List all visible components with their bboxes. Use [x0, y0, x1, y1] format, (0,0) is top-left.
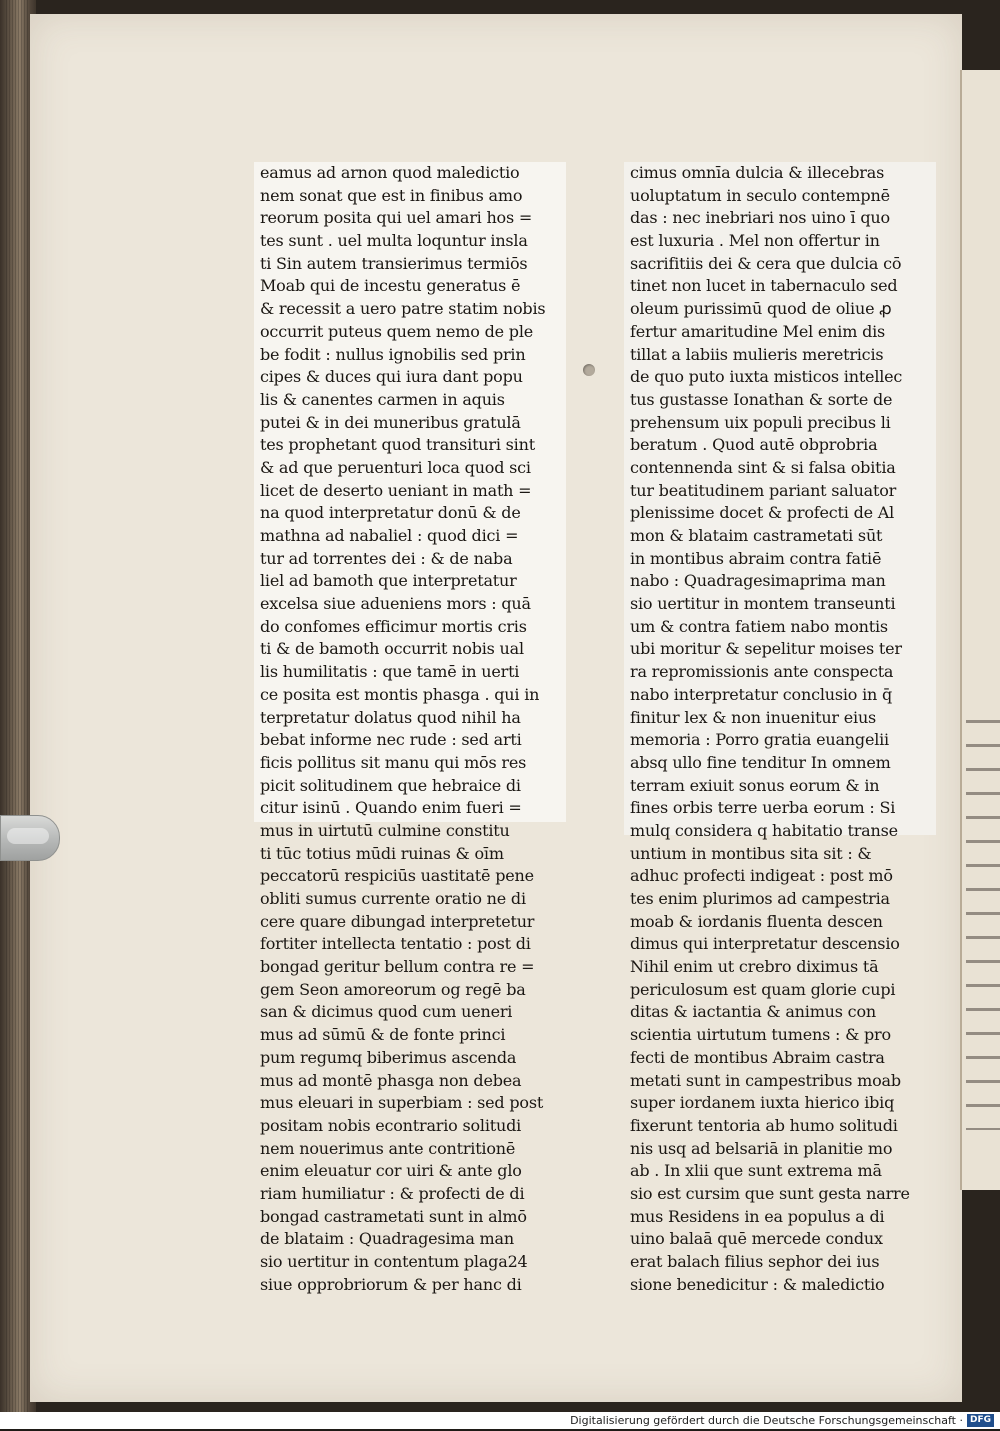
- left-column-line: mus eleuari in superbiam : sed post: [260, 1093, 544, 1113]
- right-column-line: super iordanem iuxta hierico ibiq: [630, 1093, 895, 1113]
- left-column-line: gem Seon amoreorum og regē ba: [260, 979, 526, 999]
- left-column-line: fortiter intellecta tentatio : post di: [260, 934, 531, 954]
- right-column-line: ra repromissionis ante conspecta: [630, 662, 894, 682]
- left-column-line: mus ad montē phasga non debea: [260, 1070, 522, 1090]
- left-text-column: [254, 162, 566, 1294]
- left-column-line: eamus ad arnon quod maledictio: [260, 163, 520, 182]
- right-column-line: fertur amaritudine Mel enim dis: [630, 321, 886, 341]
- left-column-line: nem sonat que est in finibus amo: [260, 185, 523, 205]
- right-column-line: oleum purissimū quod de oliue ꝓ: [630, 299, 892, 319]
- right-column-line: uino balaā quē mercede condux: [630, 1229, 883, 1249]
- left-column-line: excelsa siue adueniens mors : quā: [260, 594, 531, 614]
- right-column-line: sio uertitur in montem transeunti: [630, 594, 896, 614]
- left-column-line: lis humilitatis : que tamē in uerti: [260, 662, 520, 682]
- right-column-line: finitur lex & non inuenitur eius: [630, 707, 877, 727]
- left-column-line: Moab qui de incestu generatus ē: [260, 276, 521, 296]
- left-column-line: picit solitudinem que hebraice di: [260, 775, 521, 795]
- left-column-line: ti & de bamoth occurrit nobis ual: [260, 639, 524, 659]
- left-column-line: positam nobis econtrario solitudi: [260, 1115, 522, 1135]
- right-column-line: moab & iordanis fluenta descen: [630, 911, 883, 931]
- right-column-line: est luxuria . Mel non offertur in: [630, 231, 880, 251]
- next-page-text-fragment: [966, 710, 1000, 1130]
- left-column-line: mathna ad nabaliel : quod dici =: [260, 526, 519, 545]
- right-column-line: dimus qui interpretatur descensio: [630, 934, 900, 954]
- left-column-line: sio uertitur in contentum plaga24: [260, 1252, 528, 1271]
- right-column-line: scientia uirtutum tumens : & pro: [630, 1025, 891, 1045]
- left-column-line: bongad castrametati sunt in almō: [260, 1206, 527, 1226]
- right-column-line: fecti de montibus Abraim castra: [630, 1047, 885, 1067]
- right-column-line: plenissime docet & profecti de Al: [630, 503, 895, 523]
- paper-hole: [583, 364, 595, 376]
- left-column-line: citur isinū . Quando enim fueri =: [260, 798, 522, 818]
- left-column-line: bebat informe nec rude : sed arti: [260, 730, 522, 750]
- left-column-line: cipes & duces qui iura dant popu: [260, 367, 523, 387]
- left-column-line: tes prophetant quod transituri sint: [260, 435, 535, 455]
- right-column-line: memoria : Porro gratia euangelii: [630, 730, 889, 750]
- right-column-line: nis usq ad belsariā in planitie mo: [630, 1138, 893, 1158]
- left-column-line: siue opprobriorum & per hanc di: [260, 1274, 522, 1294]
- left-column-line: ficis pollitus sit manu qui mōs res: [260, 752, 527, 772]
- digitization-footer: [0, 1412, 1000, 1429]
- left-column-line: peccatorū respiciūs uastitatē pene: [260, 866, 534, 886]
- right-column-line: sacrifitiis dei & cera que dulcia cō: [630, 253, 902, 273]
- left-column-line: reorum posita qui uel amari hos =: [260, 208, 533, 228]
- left-column-line: & recessit a uero patre statim nobis: [260, 299, 546, 319]
- right-column-line: ubi moritur & sepelitur moises ter: [630, 639, 902, 659]
- right-column-line: terram exiuit sonus eorum & in: [630, 775, 880, 795]
- right-column-line: cimus omnīa dulcia & illecebras: [630, 163, 885, 182]
- left-column-line: enim eleuatur cor uiri & ante glo: [260, 1161, 522, 1181]
- right-column-line: tinet non lucet in tabernaculo sed: [630, 276, 898, 296]
- left-column-line: terpretatur dolatus quod nihil ha: [260, 707, 521, 727]
- right-column-line: sione benedicitur : & maledictio: [630, 1274, 885, 1294]
- right-column-line: tur beatitudinem pariant saluator: [630, 480, 897, 500]
- right-column-line: in montibus abraim contra fatiē: [630, 548, 882, 568]
- left-column-line: tes sunt . uel multa loquntur insla: [260, 231, 528, 251]
- right-text-column: [624, 162, 936, 1294]
- right-column-line: adhuc profecti indigeat : post mō: [630, 866, 893, 886]
- left-column-line: putei & in dei muneribus gratulā: [260, 412, 521, 432]
- right-column-line: fixerunt tentoria ab humo solitudi: [630, 1115, 898, 1135]
- right-column-line: metati sunt in campestribus moab: [630, 1070, 901, 1090]
- right-column-line: de quo puto iuxta misticos intellec: [630, 367, 903, 387]
- left-column-line: ti tūc totius mūdi ruinas & oīm: [260, 843, 504, 863]
- left-column-line: ce posita est montis phasga . qui in: [260, 684, 540, 704]
- right-column-line: prehensum uix populi precibus li: [630, 412, 891, 432]
- left-column-line: riam humiliatur : & profecti de di: [260, 1183, 525, 1203]
- right-column-line: mulq considera q habitatio transe: [630, 820, 898, 840]
- left-column-line: ti Sin autem transierimus termiōs: [260, 253, 528, 273]
- right-column-line: das : nec inebriari nos uino ī quo: [630, 208, 890, 228]
- right-column-line: um & contra fatiem nabo montis: [630, 616, 888, 636]
- next-page-edge: [960, 70, 1000, 1190]
- left-column-line: & ad que peruenturi loca quod sci: [260, 457, 531, 477]
- right-column-line: absq ullo fine tenditur In omnem: [630, 752, 891, 772]
- left-column-line: nem nouerimus ante contritionē: [260, 1138, 516, 1158]
- right-column-line: tus gustasse Ionathan & sorte de: [630, 389, 893, 409]
- left-column-line: obliti sumus currente oratio ne di: [260, 889, 526, 908]
- right-column-line: nabo : Quadragesimaprima man: [630, 571, 886, 591]
- right-column-line: tillat a labiis mulieris meretricis: [630, 344, 884, 364]
- right-column-line: beratum . Quod autē obprobria: [630, 435, 878, 455]
- left-column-line: na quod interpretatur donū & de: [260, 503, 521, 523]
- left-column-line: be fodit : nullus ignobilis sed prin: [260, 344, 526, 364]
- left-column-line: lis & canentes carmen in aquis: [260, 389, 505, 409]
- left-column-line: de blataim : Quadragesima man: [260, 1229, 514, 1249]
- left-column-line: bongad geritur bellum contra re =: [260, 957, 535, 977]
- left-column-line: tur ad torrentes dei : & de naba: [260, 548, 513, 568]
- left-column-line: mus ad sūmū & de fonte princi: [260, 1025, 506, 1045]
- footer-credit: Digitalisierung gefördert durch die Deutsche Forschungsgemeinschaft ·: [570, 1414, 963, 1427]
- dfg-logo: DFG: [967, 1414, 994, 1427]
- right-column-line: sio est cursim que sunt gesta narre: [630, 1183, 910, 1203]
- page-clip: [0, 815, 60, 861]
- right-column-line: nabo interpretatur conclusio in q̄: [630, 684, 893, 704]
- left-column-line: licet de deserto ueniant in math =: [260, 480, 532, 500]
- right-column-line: uoluptatum in seculo contempnē: [630, 185, 890, 205]
- right-column-line: ab . In xlii que sunt extrema mā: [630, 1161, 882, 1181]
- right-column-line: contennenda sint & si falsa obitia: [630, 457, 896, 477]
- left-column-line: mus in uirtutū culmine constitu: [260, 820, 510, 840]
- right-column-line: Nihil enim ut crebro diximus tā: [630, 957, 879, 977]
- left-column-line: cere quare dibungad interpretetur: [260, 911, 535, 931]
- right-column-line: mus Residens in ea populus a di: [630, 1206, 885, 1226]
- left-column-line: pum regumq biberimus ascenda: [260, 1047, 517, 1067]
- left-column-line: do confomes efficimur mortis cris: [260, 616, 527, 636]
- left-column-line: liel ad bamoth que interpretatur: [260, 571, 517, 591]
- right-column-line: periculosum est quam glorie cupi: [630, 979, 896, 999]
- left-column-line: occurrit puteus quem nemo de ple: [260, 321, 533, 341]
- right-column-line: erat balach filius sephor dei ius: [630, 1252, 880, 1271]
- right-column-line: untium in montibus sita sit : &: [630, 843, 872, 863]
- left-column-line: san & dicimus quod cum ueneri: [260, 1002, 513, 1022]
- right-column-line: tes enim plurimos ad campestria: [630, 889, 890, 908]
- right-column-line: ditas & iactantia & animus con: [630, 1002, 876, 1022]
- right-column-line: fines orbis terre uerba eorum : Si: [630, 798, 896, 818]
- right-column-line: mon & blataim castrametati sūt: [630, 526, 883, 545]
